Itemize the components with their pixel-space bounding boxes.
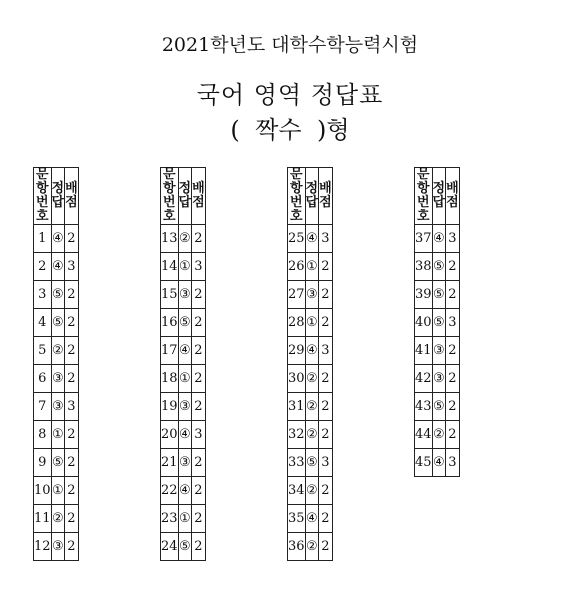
question-number: 11 [34,505,52,533]
points-cell: 2 [319,365,333,393]
table-row [161,449,206,477]
answer-cell: ③ [178,281,192,309]
points-cell: 3 [446,225,460,253]
question-number: 43 [415,393,433,421]
answer-cell: ③ [178,393,192,421]
table-row [161,281,206,309]
answer-cell: ② [305,477,319,505]
table-row [161,393,206,421]
question-number: 6 [34,365,52,393]
points-cell: 2 [446,421,460,449]
question-number: 44 [415,421,433,449]
points-cell: 2 [446,253,460,281]
table-row [288,449,333,477]
points-cell: 2 [319,477,333,505]
question-number: 35 [288,505,306,533]
answer-cell: ② [178,225,192,253]
col-header-answer: 정 답 [51,168,65,225]
points-cell: 2 [192,225,206,253]
table-row [34,365,79,393]
table-row [288,281,333,309]
answer-cell: ② [51,505,65,533]
points-cell: 2 [192,477,206,505]
answer-cell: ② [51,337,65,365]
table-row [34,449,79,477]
points-cell: 2 [446,337,460,365]
question-number: 27 [288,281,306,309]
answer-cell: ③ [305,281,319,309]
answer-cell: ① [178,505,192,533]
table-row [161,309,206,337]
points-cell: 3 [319,225,333,253]
col-header-number: 문항 번호 [288,168,306,225]
answer-cell: ④ [178,421,192,449]
question-number: 2 [34,253,52,281]
answer-cell: ④ [432,225,446,253]
points-cell: 3 [65,393,79,421]
points-cell: 2 [192,337,206,365]
answer-group-3 [287,167,333,561]
question-number: 29 [288,337,306,365]
table-row [161,533,206,561]
answer-cell: ① [305,309,319,337]
table-row [34,393,79,421]
question-number: 9 [34,449,52,477]
table-row [415,365,460,393]
answer-cell: ④ [51,253,65,281]
answer-cell: ④ [432,449,446,477]
table-row [34,253,79,281]
table-row [288,505,333,533]
question-number: 38 [415,253,433,281]
header-row [288,168,333,225]
points-cell: 2 [446,281,460,309]
table-row [415,337,460,365]
table-row [161,253,206,281]
question-number: 17 [161,337,179,365]
subject-title: 국어 영역 정답표 [196,81,384,109]
points-cell: 2 [319,533,333,561]
points-cell: 3 [446,309,460,337]
table-row [161,225,206,253]
table-row [34,225,79,253]
table-row [288,421,333,449]
table-row [288,225,333,253]
answer-cell: ① [178,365,192,393]
question-number: 28 [288,309,306,337]
answer-cell: ③ [51,393,65,421]
points-cell: 2 [319,253,333,281]
header-row [415,168,460,225]
question-number: 3 [34,281,52,309]
answer-cell: ③ [51,365,65,393]
table-row [415,393,460,421]
points-cell: 2 [192,365,206,393]
question-number: 14 [161,253,179,281]
question-number: 36 [288,533,306,561]
question-number: 8 [34,421,52,449]
points-cell: 2 [192,533,206,561]
points-cell: 2 [319,421,333,449]
answer-cell: ① [51,477,65,505]
question-number: 15 [161,281,179,309]
question-number: 30 [288,365,306,393]
table-row [34,421,79,449]
answer-cell: ④ [178,477,192,505]
points-cell: 2 [65,365,79,393]
points-cell: 2 [65,281,79,309]
points-cell: 2 [192,505,206,533]
table-row [415,281,460,309]
answer-cell: ⑤ [432,393,446,421]
question-number: 20 [161,421,179,449]
points-cell: 2 [319,281,333,309]
answer-cell: ⑤ [51,449,65,477]
form-open-paren: ( [230,116,240,144]
question-number: 12 [34,533,52,561]
answer-cell: ④ [178,337,192,365]
table-row [288,253,333,281]
table-row [161,505,206,533]
points-cell: 2 [192,393,206,421]
answer-cell: ① [51,421,65,449]
answer-cell: ④ [305,337,319,365]
question-number: 16 [161,309,179,337]
table-row [34,337,79,365]
points-cell: 2 [65,505,79,533]
table-row [415,225,460,253]
answer-cell: ⑤ [432,281,446,309]
points-cell: 2 [65,533,79,561]
table-row [161,365,206,393]
points-cell: 2 [65,477,79,505]
points-cell: 2 [446,393,460,421]
answer-cell: ⑤ [432,309,446,337]
table-row [415,449,460,477]
points-cell: 2 [65,449,79,477]
question-number: 25 [288,225,306,253]
question-number: 10 [34,477,52,505]
table-row [161,337,206,365]
question-number: 22 [161,477,179,505]
table-row [288,337,333,365]
table-row [161,421,206,449]
answer-cell: ② [305,393,319,421]
question-number: 32 [288,421,306,449]
question-number: 1 [34,225,52,253]
form-type-line [0,110,580,145]
answer-cell: ③ [432,365,446,393]
table-row [415,309,460,337]
table-row [288,309,333,337]
question-number: 45 [415,449,433,477]
points-cell: 3 [192,421,206,449]
question-number: 13 [161,225,179,253]
answer-cell: ① [305,253,319,281]
points-cell: 2 [65,225,79,253]
question-number: 7 [34,393,52,421]
answer-cell: ⑤ [432,253,446,281]
col-header-answer: 정 답 [305,168,319,225]
header-row [34,168,79,225]
points-cell: 2 [446,365,460,393]
col-header-points: 배 점 [446,168,460,225]
points-cell: 3 [192,253,206,281]
form-close-paren: )형 [317,116,350,144]
col-header-answer: 정 답 [432,168,446,225]
answer-group-4 [414,167,460,477]
points-cell: 2 [192,309,206,337]
answer-cell: ④ [305,225,319,253]
table-row [415,421,460,449]
col-header-number: 문항 번호 [415,168,433,225]
answer-cell: ④ [51,225,65,253]
answer-group-1 [33,167,79,561]
answer-cell: ⑤ [178,309,192,337]
question-number: 42 [415,365,433,393]
question-number: 33 [288,449,306,477]
question-number: 18 [161,365,179,393]
col-header-points: 배 점 [65,168,79,225]
points-cell: 2 [192,281,206,309]
table-row [288,365,333,393]
table-row [288,533,333,561]
table-row [161,477,206,505]
answer-cell: ② [305,421,319,449]
answer-cell: ⑤ [51,309,65,337]
points-cell: 2 [65,337,79,365]
answer-cell: ⑤ [51,281,65,309]
answer-cell: ③ [432,337,446,365]
col-header-number: 문항 번호 [161,168,179,225]
points-cell: 3 [65,253,79,281]
question-number: 41 [415,337,433,365]
table-row [288,393,333,421]
header-row [161,168,206,225]
table-row [415,253,460,281]
answer-cell: ③ [51,533,65,561]
points-cell: 3 [446,449,460,477]
answer-cell: ② [432,421,446,449]
question-number: 40 [415,309,433,337]
answer-cell: ④ [305,505,319,533]
exam-title: 2021학년도 대학수학능력시험 [161,34,419,56]
points-cell: 3 [319,337,333,365]
col-header-points: 배 점 [319,168,333,225]
col-header-points: 배 점 [192,168,206,225]
points-cell: 2 [319,309,333,337]
question-number: 19 [161,393,179,421]
answer-cell: ③ [178,449,192,477]
col-header-number: 문항 번호 [34,168,52,225]
question-number: 23 [161,505,179,533]
question-number: 37 [415,225,433,253]
points-cell: 2 [319,505,333,533]
table-row [288,477,333,505]
table-row [34,477,79,505]
question-number: 24 [161,533,179,561]
col-header-answer: 정 답 [178,168,192,225]
table-row [34,505,79,533]
question-number: 39 [415,281,433,309]
table-row [34,533,79,561]
question-number: 21 [161,449,179,477]
form-type: 짝수 [255,116,302,144]
table-row [34,281,79,309]
answer-cell: ① [178,253,192,281]
points-cell: 2 [65,309,79,337]
question-number: 31 [288,393,306,421]
points-cell: 2 [319,393,333,421]
table-row [34,309,79,337]
points-cell: 3 [319,449,333,477]
answer-cell: ⑤ [178,533,192,561]
question-number: 4 [34,309,52,337]
question-number: 34 [288,477,306,505]
points-cell: 2 [65,421,79,449]
question-number: 5 [34,337,52,365]
question-number: 26 [288,253,306,281]
answer-cell: ⑤ [305,449,319,477]
answer-cell: ② [305,365,319,393]
points-cell: 2 [192,449,206,477]
answer-cell: ② [305,533,319,561]
answer-group-2 [160,167,206,561]
